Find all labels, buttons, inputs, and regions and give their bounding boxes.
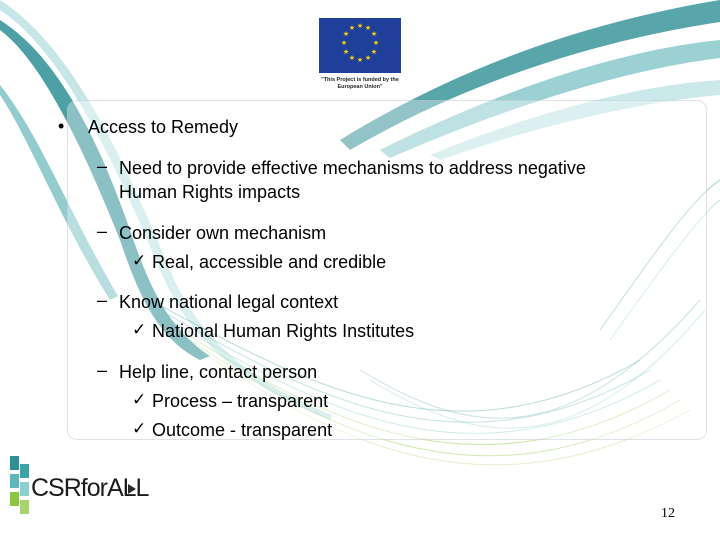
item-1-line-2: Human Rights impacts: [119, 182, 301, 202]
eu-funding-caption: [300, 77, 420, 91]
checkmark-icon: ✓: [132, 390, 147, 409]
eu-stars-icon: [319, 18, 401, 73]
svg-text:★: ★: [356, 22, 364, 30]
svg-text:★: ★: [342, 48, 350, 56]
svg-text:★: ★: [356, 56, 364, 64]
item-2-sub-1: Real, accessible and credible: [152, 252, 387, 272]
dash-icon: –: [97, 156, 108, 176]
svg-text:★: ★: [370, 30, 378, 38]
page-number: 12: [661, 506, 675, 521]
svg-text:★: ★: [348, 54, 356, 62]
eu-flag: [319, 18, 401, 73]
item-4-sub-2: Outcome - transparent: [152, 420, 333, 440]
eu-caption-line-2: European Union": [337, 84, 383, 90]
item-3-sub-1: National Human Rights Institutes: [152, 321, 415, 341]
checkmark-icon: ✓: [132, 320, 147, 339]
svg-text:★: ★: [340, 39, 348, 47]
svg-text:★: ★: [370, 48, 378, 56]
csrforall-logo-text: CSRforALL: [31, 474, 149, 502]
svg-text:★: ★: [342, 30, 350, 38]
item-4-sub-1: Process – transparent: [152, 391, 329, 411]
checkmark-icon: ✓: [132, 419, 147, 438]
item-2-label: Consider own mechanism: [119, 223, 327, 243]
slide-heading: Access to Remedy: [88, 117, 239, 137]
dash-icon: –: [97, 290, 108, 310]
bullet-icon: •: [58, 116, 65, 136]
logo-arrow-icon: [128, 484, 136, 494]
svg-text:★: ★: [364, 54, 372, 62]
svg-text:★: ★: [372, 39, 380, 47]
checkmark-icon: ✓: [132, 251, 147, 270]
dash-icon: –: [97, 221, 108, 241]
item-4-label: Help line, contact person: [119, 362, 318, 382]
csrforall-logo-mark-icon: [10, 456, 30, 520]
dash-icon: –: [97, 360, 108, 380]
svg-text:★: ★: [364, 24, 372, 32]
eu-caption-line-1: "This Project is funded by the: [321, 77, 399, 83]
item-3-label: Know national legal context: [119, 292, 339, 312]
item-1-line-1: Need to provide effective mechanisms to address negative: [119, 158, 586, 178]
svg-text:★: ★: [348, 24, 356, 32]
